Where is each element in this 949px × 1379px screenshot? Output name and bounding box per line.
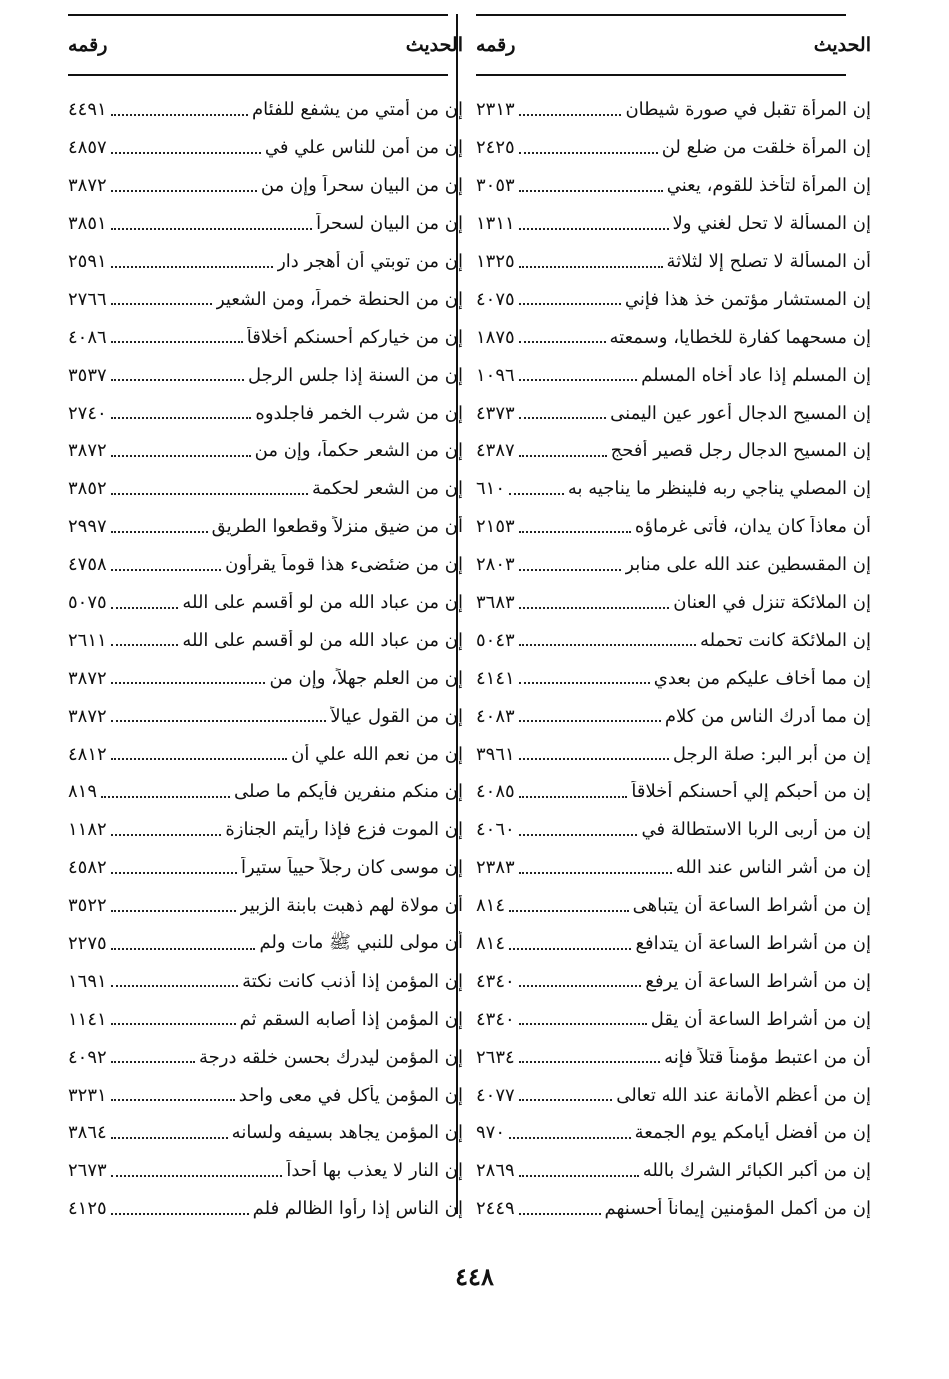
index-entry	[476, 167, 871, 205]
entry-text: إن من أشر الناس عند الله	[675, 857, 871, 879]
right-entries	[476, 91, 871, 1228]
entry-text: إن من أشراط الساعة أن يقل	[650, 1008, 871, 1030]
page-number: ٤٤٨	[455, 1262, 494, 1291]
dot-leader	[519, 985, 642, 987]
entry-number: ٤٧٥٨	[68, 554, 107, 576]
index-entry	[476, 887, 871, 925]
dot-leader	[111, 1137, 228, 1139]
entry-number: ٢١٥٣	[476, 516, 515, 538]
index-entry	[476, 205, 871, 243]
entry-text: إن موسى كان رجلاً حيياً ستيراً	[240, 857, 463, 879]
entry-text: إن مسحهما كفارة للخطايا، وسمعته	[609, 326, 871, 348]
entry-text: إن النار لا يعذب بها أحداً	[286, 1160, 463, 1182]
right-column-header	[476, 34, 871, 62]
index-entry	[476, 280, 871, 318]
entry-text: إن من البيان لسحراً	[316, 213, 463, 235]
index-entry	[476, 735, 871, 773]
index-entry	[476, 470, 871, 508]
entry-text: إن من أكمل المؤمنين إيماناً أحسنهم	[604, 1198, 871, 1220]
index-entry	[68, 546, 463, 584]
entry-number: ٣٨٧٢	[68, 705, 107, 727]
index-entry	[68, 773, 463, 811]
index-entry	[476, 243, 871, 281]
dot-leader	[111, 228, 312, 230]
index-entry	[68, 243, 463, 281]
index-entry	[476, 1114, 871, 1152]
entry-number: ٢٣١٣	[476, 99, 515, 121]
index-entry	[476, 962, 871, 1000]
entry-text: إن من توبتي أن أهجر دار	[277, 251, 463, 272]
left-entries	[68, 91, 463, 1228]
index-entry	[68, 1152, 463, 1190]
entry-number: ٤٣٨٧	[476, 440, 515, 462]
dot-leader	[519, 266, 663, 268]
index-entry	[476, 659, 871, 697]
dot-leader	[111, 1099, 235, 1101]
entry-number: ٢٧٤٠	[68, 402, 107, 424]
dot-leader	[519, 531, 631, 533]
entry-number: ٢٦٣٤	[476, 1046, 515, 1068]
dot-leader	[111, 758, 287, 760]
entry-text: إن من أربى الربا الاستطالة في	[641, 819, 871, 841]
entry-number: ١٦٩١	[68, 970, 107, 992]
index-entry	[476, 925, 871, 963]
index-entry	[68, 621, 463, 659]
entry-number: ٢٥٩١	[68, 251, 107, 272]
dot-leader	[111, 455, 251, 457]
left-column-header	[68, 34, 463, 62]
entry-number: ٤١٢٥	[68, 1198, 107, 1220]
dot-leader	[519, 644, 696, 646]
dot-leader	[111, 720, 327, 722]
entry-number: ٣٨٥٢	[68, 478, 107, 500]
dot-leader	[519, 1023, 647, 1025]
dot-leader	[111, 303, 212, 305]
dot-leader	[519, 1061, 660, 1063]
dot-leader	[519, 1175, 639, 1177]
top-rule-left	[68, 14, 448, 16]
entry-text: إن المؤمن يجاهد بسيفه ولسانه	[231, 1122, 463, 1144]
entry-number: ٢٤٤٩	[476, 1198, 515, 1220]
entry-number: ٤٠٨٦	[68, 326, 107, 348]
index-entry	[68, 849, 463, 887]
dot-leader	[111, 682, 266, 684]
index-entry	[476, 584, 871, 622]
entry-number: ٤٣٧٣	[476, 402, 515, 424]
dot-leader	[111, 379, 244, 381]
index-entry	[476, 432, 871, 470]
index-entry	[476, 318, 871, 356]
entry-text: إن من أمتي من يشفع للفئام	[252, 99, 463, 121]
dot-leader	[111, 872, 237, 874]
entry-number: ٤٥٨٢	[68, 857, 107, 879]
index-entry	[476, 546, 871, 584]
dot-leader	[519, 114, 622, 116]
entry-text: إن من أشراط الساعة أن يتباهى	[632, 895, 871, 917]
dot-leader	[519, 720, 661, 722]
entry-text: إن من الحنطة خمراً، ومن الشعير	[215, 288, 463, 310]
index-entry	[68, 1038, 463, 1076]
index-entry	[476, 697, 871, 735]
dot-leader	[111, 910, 236, 912]
entry-number: ٤٣٤٠	[476, 1008, 515, 1030]
entry-text: أن من ضيق منزلاً وقطعوا الطريق	[211, 516, 463, 538]
entry-number: ٢٢٧٥	[68, 933, 107, 955]
entry-number: ٥٠٤٣	[476, 629, 515, 651]
dot-leader	[111, 985, 238, 987]
index-entry	[68, 394, 463, 432]
entry-number: ١١٤١	[68, 1008, 107, 1030]
index-entry	[68, 167, 463, 205]
dot-leader	[509, 948, 631, 950]
entry-text: إن المؤمن إذا أصابه السقم ثم	[239, 1008, 463, 1030]
index-entry	[68, 1190, 463, 1228]
header-rule-left	[68, 74, 448, 76]
entry-text: إن المؤمن ليدرك بحسن خلقه درجة	[199, 1046, 463, 1068]
entry-text: إن من أكبر الكبائر الشرك بالله	[642, 1160, 871, 1182]
entry-number: ٢٦١١	[68, 629, 107, 651]
entry-number: ٨١٤	[476, 933, 506, 955]
entry-text: إن المرأة تقبل في صورة شيطان	[625, 99, 871, 121]
entry-text: إن المرأة خلقت من ضلع لن	[661, 137, 871, 159]
entry-text: إن المقسطين عند الله على منابر	[625, 554, 871, 576]
entry-text: إن مما أخاف عليكم من بعدي	[653, 667, 871, 689]
dot-leader	[509, 493, 564, 495]
entry-number: ١٣١١	[476, 213, 515, 235]
dot-leader	[519, 379, 637, 381]
dot-leader	[111, 569, 221, 571]
index-entry	[68, 129, 463, 167]
entry-number: ٤٣٤٠	[476, 970, 515, 992]
index-entry	[68, 925, 463, 963]
entry-number: ٣٨٧٢	[68, 440, 107, 462]
index-entry	[68, 432, 463, 470]
dot-leader	[519, 341, 606, 343]
dot-leader	[519, 1099, 613, 1101]
entry-text: أن مولاة لهم ذهبت بابنة الزبير	[239, 895, 463, 917]
dot-leader	[111, 341, 243, 343]
entry-text: إن من شرب الخمر فاجلدوه	[255, 402, 463, 424]
index-entry	[476, 1190, 871, 1228]
entry-number: ٣٠٥٣	[476, 175, 515, 197]
dot-leader	[111, 1023, 236, 1025]
entry-text: إن من أحبكم إلي أحسنكم أخلاقاً	[631, 781, 871, 803]
dot-leader	[519, 417, 607, 419]
dot-leader	[519, 190, 663, 192]
entry-text: أن من اعتبط مؤمناً قتلاً فإنه	[664, 1046, 871, 1068]
dot-leader	[111, 114, 248, 116]
entry-text: إن المؤمن إذا أذنب كانت نكتة	[242, 970, 463, 992]
header-title: الحديث	[813, 34, 871, 56]
index-entry	[68, 584, 463, 622]
entry-text: إن من خياركم أحسنكم أخلاقاً	[246, 326, 463, 348]
index-entry	[476, 773, 871, 811]
dot-leader	[111, 417, 252, 419]
entry-text: إن من أبر البر: صلة الرجل	[672, 743, 871, 765]
entry-number: ٦١٠	[476, 478, 506, 500]
entry-text: إن المسيح الدجال أعور عين اليمنى	[610, 402, 871, 424]
index-entry	[68, 470, 463, 508]
entry-number: ٤٨١٢	[68, 743, 107, 765]
entry-number: ٤١٤١	[476, 667, 515, 689]
dot-leader	[111, 190, 257, 192]
entry-text: أن مولى للنبي ﷺ مات ولم	[259, 931, 463, 953]
entry-text: إن المؤمن يأكل في معى واحد	[238, 1084, 463, 1106]
entry-number: ٣٥٢٢	[68, 895, 107, 917]
index-entry	[68, 280, 463, 318]
entry-number: ٨١٩	[68, 781, 98, 803]
entry-number: ٨١٤	[476, 895, 506, 917]
dot-leader	[519, 796, 628, 798]
entry-text: إن المسلم إذا عاد أخاه المسلم	[641, 364, 871, 386]
index-entry	[68, 887, 463, 925]
entry-number: ١٨٧٥	[476, 326, 515, 348]
index-entry	[68, 1076, 463, 1114]
dot-leader	[111, 266, 273, 268]
dot-leader	[101, 796, 230, 798]
index-entry	[476, 1000, 871, 1038]
entry-text: إن المرأة لتأخذ للقوم، يعني	[666, 175, 871, 197]
entry-text: إن المسيح الدجال رجل قصير أفحج	[610, 440, 871, 462]
index-entry	[68, 1114, 463, 1152]
index-entry	[68, 962, 463, 1000]
entry-number: ٣٥٣٧	[68, 364, 107, 386]
entry-number: ٢٩٩٧	[68, 516, 107, 538]
dot-leader	[111, 644, 179, 646]
dot-leader	[111, 1061, 195, 1063]
index-entry	[476, 849, 871, 887]
index-entry	[476, 811, 871, 849]
entry-text: أن المسألة لا تصلح إلا لثلاثة	[666, 251, 871, 272]
dot-leader	[111, 607, 179, 609]
entry-text: إن الملائكة تنزل في العنان	[673, 592, 871, 614]
entry-number: ٣٨٧٢	[68, 667, 107, 689]
entry-number: ٣٩٦١	[476, 743, 515, 765]
header-number: رقمه	[68, 34, 108, 56]
index-entry	[476, 508, 871, 546]
entry-text: إن من البيان سحراً وإن من	[260, 175, 463, 197]
dot-leader	[519, 834, 638, 836]
index-entry	[476, 394, 871, 432]
entry-number: ٤٠٧٥	[476, 288, 515, 310]
entry-text: إن الناس إذا رأوا الظالم فلم	[252, 1198, 463, 1220]
entry-number: ٢٧٦٦	[68, 288, 107, 310]
entry-text: إن من السنة إذا جلس الرجل	[247, 364, 463, 386]
entry-number: ١٠٩٦	[476, 364, 515, 386]
entry-text: إن من القول عيالاً	[330, 705, 463, 727]
header-title: الحديث	[405, 34, 463, 56]
entry-text: إن مما أدرك الناس من كلام	[664, 705, 871, 727]
index-entry	[68, 91, 463, 129]
header-rule-right	[476, 74, 846, 76]
index-entry	[68, 735, 463, 773]
dot-leader	[111, 531, 208, 533]
dot-leader	[519, 228, 669, 230]
dot-leader	[111, 948, 256, 950]
entry-text: إن من عباد الله من لو أقسم على الله	[182, 629, 463, 651]
entry-number: ٣٨٦٤	[68, 1122, 107, 1144]
dot-leader	[509, 910, 629, 912]
dot-leader	[519, 1213, 601, 1215]
entry-text: إن المصلي يناجي ربه فلينظر ما يناجيه به	[567, 478, 871, 500]
entry-number: ٣٦٨٣	[476, 592, 515, 614]
dot-leader	[519, 682, 650, 684]
entry-number: ٣٢٣١	[68, 1084, 107, 1106]
header-number: رقمه	[476, 34, 516, 56]
dot-leader	[111, 834, 222, 836]
index-entry	[68, 659, 463, 697]
entry-text: إن من العلم جهلاً، وإن من	[269, 667, 463, 689]
top-rule-right	[476, 14, 846, 16]
entry-number: ٤٤٩١	[68, 99, 107, 121]
index-entry	[476, 1038, 871, 1076]
entry-number: ٤٠٨٥	[476, 781, 515, 803]
entry-number: ٤٠٦٠	[476, 819, 515, 841]
entry-text: إن من أشراط الساعة أن يتدافع	[635, 933, 871, 955]
dot-leader	[519, 758, 669, 760]
entry-number: ٤٠٨٣	[476, 705, 515, 727]
entry-number: ٤٨٥٧	[68, 137, 107, 159]
dot-leader	[519, 152, 658, 154]
dot-leader	[111, 1213, 249, 1215]
entry-text: إن الموت فزع فإذا رأيتم الجنازة	[225, 819, 463, 841]
index-entry	[68, 356, 463, 394]
entry-number: ٢٤٢٥	[476, 137, 515, 159]
entry-number: ٢٦٧٣	[68, 1160, 107, 1182]
index-entry	[476, 1152, 871, 1190]
entry-number: ١٣٢٥	[476, 251, 515, 272]
index-entry	[68, 811, 463, 849]
dot-leader	[111, 1175, 283, 1177]
entry-text: إن من أعظم الأمانة عند الله تعالى	[616, 1084, 871, 1106]
entry-text: إن من نعم الله علي أن	[291, 743, 463, 765]
index-entry	[68, 1000, 463, 1038]
entry-text: إن من ضئضىء هذا قوماً يقرأون	[225, 554, 463, 576]
entry-number: ٢٣٨٣	[476, 857, 515, 879]
entry-number: ٤٠٧٧	[476, 1084, 515, 1106]
dot-leader	[509, 1137, 631, 1139]
entry-number: ٤٠٩٢	[68, 1046, 107, 1068]
index-entry	[476, 621, 871, 659]
index-entry	[68, 697, 463, 735]
index-entry	[476, 91, 871, 129]
entry-text: إن المستشار مؤتمن خذ هذا فإني	[624, 288, 871, 310]
index-entry	[476, 129, 871, 167]
entry-text: إن المسألة لا تحل لغني ولا	[672, 213, 871, 235]
entry-number: ٥٠٧٥	[68, 592, 107, 614]
index-entry	[476, 1076, 871, 1114]
dot-leader	[111, 152, 261, 154]
dot-leader	[519, 455, 607, 457]
entry-number: ٣٨٥١	[68, 213, 107, 235]
entry-number: ٢٨٠٣	[476, 554, 515, 576]
entry-number: ٢٨٦٩	[476, 1160, 515, 1182]
entry-text: إن من الشعر لحكمة	[312, 478, 463, 500]
entry-text: إن من عباد الله من لو أقسم على الله	[182, 592, 463, 614]
entry-text: إن منكم منفرين فأيكم ما صلى	[233, 781, 463, 803]
entry-number: ١١٨٢	[68, 819, 107, 841]
index-entry	[68, 508, 463, 546]
entry-number: ٩٧٠	[476, 1122, 506, 1144]
dot-leader	[519, 569, 622, 571]
entry-text: إن من الشعر حكماً، وإن من	[254, 440, 463, 462]
entry-text: أن معاذاً كان يدان، فأتى غرماؤه	[634, 516, 871, 538]
entry-text: إن من أشراط الساعة أن يرفع	[645, 970, 871, 992]
index-entry	[68, 205, 463, 243]
dot-leader	[519, 303, 621, 305]
entry-text: إن من أمن للناس علي في	[264, 137, 463, 159]
entry-number: ٣٨٧٢	[68, 175, 107, 197]
dot-leader	[111, 493, 308, 495]
entry-text: إن من أفضل أيامكم يوم الجمعة	[634, 1122, 871, 1144]
dot-leader	[519, 607, 670, 609]
index-entry	[476, 356, 871, 394]
index-entry	[68, 318, 463, 356]
entry-text: إن الملائكة كانت تحمله	[700, 629, 871, 651]
dot-leader	[519, 872, 672, 874]
